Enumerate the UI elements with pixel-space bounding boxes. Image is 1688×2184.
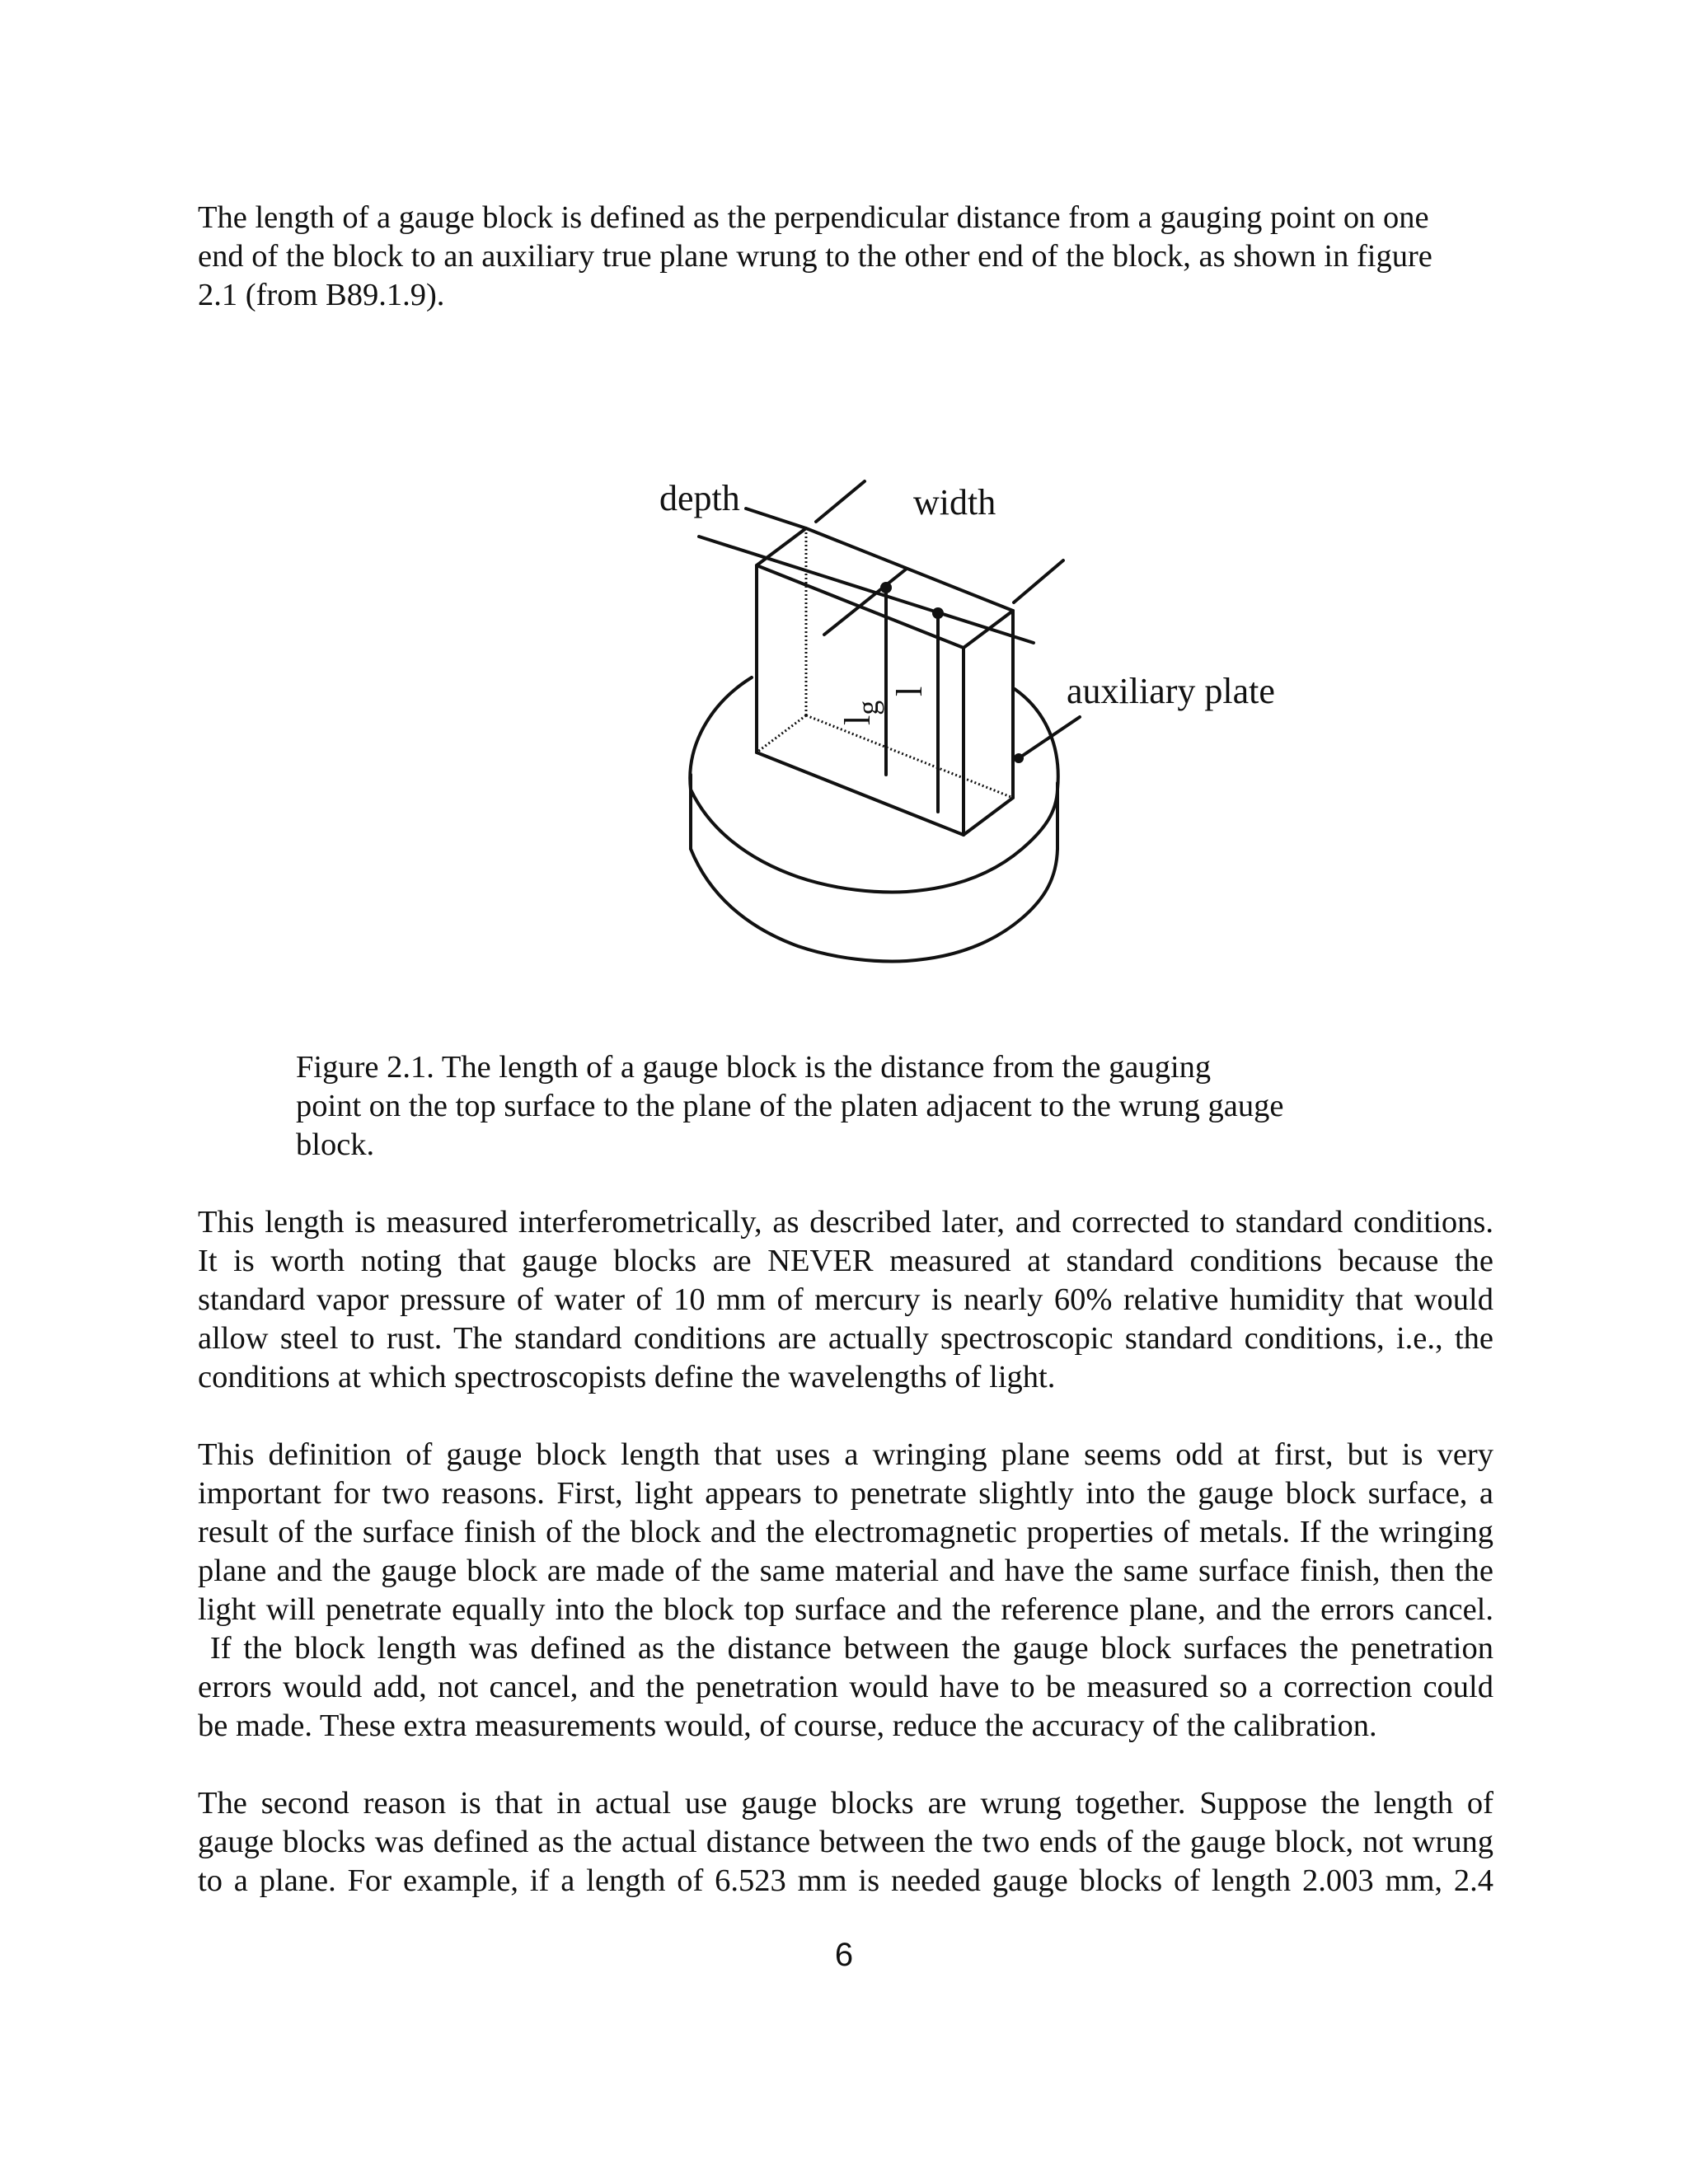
page-number: 6 (834, 1937, 854, 1973)
text-line: plane and the gauge block are made of the same material and have the same surface finish, then the (198, 1554, 1493, 1588)
text-line: result of the surface finish of the block and the electromagnetic properties of metals. If the wringing (198, 1515, 1493, 1549)
width-label: width (913, 482, 996, 523)
text-line: If the block length was defined as the distance between the gauge block surfaces the penetration (198, 1631, 1493, 1666)
auxiliary-plate-leader-dot (1014, 753, 1024, 763)
text-line: It is worth noting that gauge blocks are NEVER measured at standard conditions because the (198, 1244, 1493, 1278)
text-line: allow steel to rust. The standard conditions are actually spectroscopic standard conditions, i.e., the (198, 1321, 1493, 1356)
l-label: l (889, 686, 930, 696)
text-line: conditions at which spectroscopists define the wavelengths of light. (198, 1360, 1056, 1394)
text-line: to a plane. For example, if a length of 6.523 mm is needed gauge blocks of length 2.003 mm, 2.4 (198, 1863, 1493, 1898)
paragraph-standard-conditions (198, 1203, 1493, 1397)
lg-label-main: l (837, 715, 878, 725)
paragraph-wringing-plane (198, 1436, 1493, 1746)
text-line: This length is measured interferometrically, as described later, and corrected to standard conditions. (198, 1205, 1493, 1240)
text-line: errors would add, not cancel, and the penetration would have to be measured so a correction could (198, 1670, 1493, 1704)
paragraph-second-reason (198, 1784, 1493, 1900)
width-tick-right (1014, 560, 1063, 602)
auxiliary-plate-label: auxiliary plate (1067, 671, 1275, 711)
caption-line: Figure 2.1. The length of a gauge block is the distance from the gauging (296, 1050, 1212, 1085)
block-bottom-front-edge (757, 752, 964, 835)
l-gauging-point (932, 607, 944, 619)
plate-top-right-arc (1015, 689, 1058, 790)
caption-line: block. (296, 1127, 375, 1162)
gauge-block-figure (0, 0, 1688, 989)
text-line: standard vapor pressure of water of 10 mm of mercury is nearly 60% relative humidity that would (198, 1282, 1493, 1317)
text-line: 2.1 (from B89.1.9). (198, 278, 445, 312)
text-line: The length of a gauge block is defined as the perpendicular distance from a gauging point on one (198, 200, 1429, 235)
text-line: light will penetrate equally into the block top surface and the reference plane, and the errors cancel. (198, 1592, 1493, 1627)
text-line: gauge blocks was defined as the actual distance between the two ends of the gauge block, not wrung (198, 1825, 1493, 1859)
figure-caption (296, 1048, 1367, 1165)
lg-label (837, 701, 884, 725)
text-line: The second reason is that in actual use gauge blocks are wrung together. Suppose the length of (198, 1786, 1493, 1821)
depth-leader-line (746, 509, 806, 528)
block-hidden-bottom-left-edge (757, 715, 806, 752)
text-line: This definition of gauge block length that uses a wringing plane seems odd at first, but is very (198, 1437, 1493, 1472)
caption-line: point on the top surface to the plane of the platen adjacent to the wrung gauge (296, 1089, 1284, 1123)
lg-label-sub: g (851, 700, 884, 715)
text-line: end of the block to an auxiliary true plane wrung to the other end of the block, as shown in figure (198, 239, 1432, 274)
width-tick-left (816, 481, 865, 522)
block-bottom-right-edge (964, 798, 1013, 835)
dimension-lines (699, 481, 1063, 643)
plate-top-left-arc (690, 677, 752, 790)
lg-gauging-point (880, 582, 892, 593)
auxiliary-plate-leader (1019, 717, 1080, 758)
depth-label: depth (659, 478, 740, 518)
text-line: be made. These extra measurements would, of course, reduce the accuracy of the calibration. (198, 1708, 1377, 1743)
plate-bottom-arc (691, 849, 1057, 961)
text-line: important for two reasons. First, light appears to penetrate slightly into the gauge block surface, a (198, 1476, 1493, 1511)
